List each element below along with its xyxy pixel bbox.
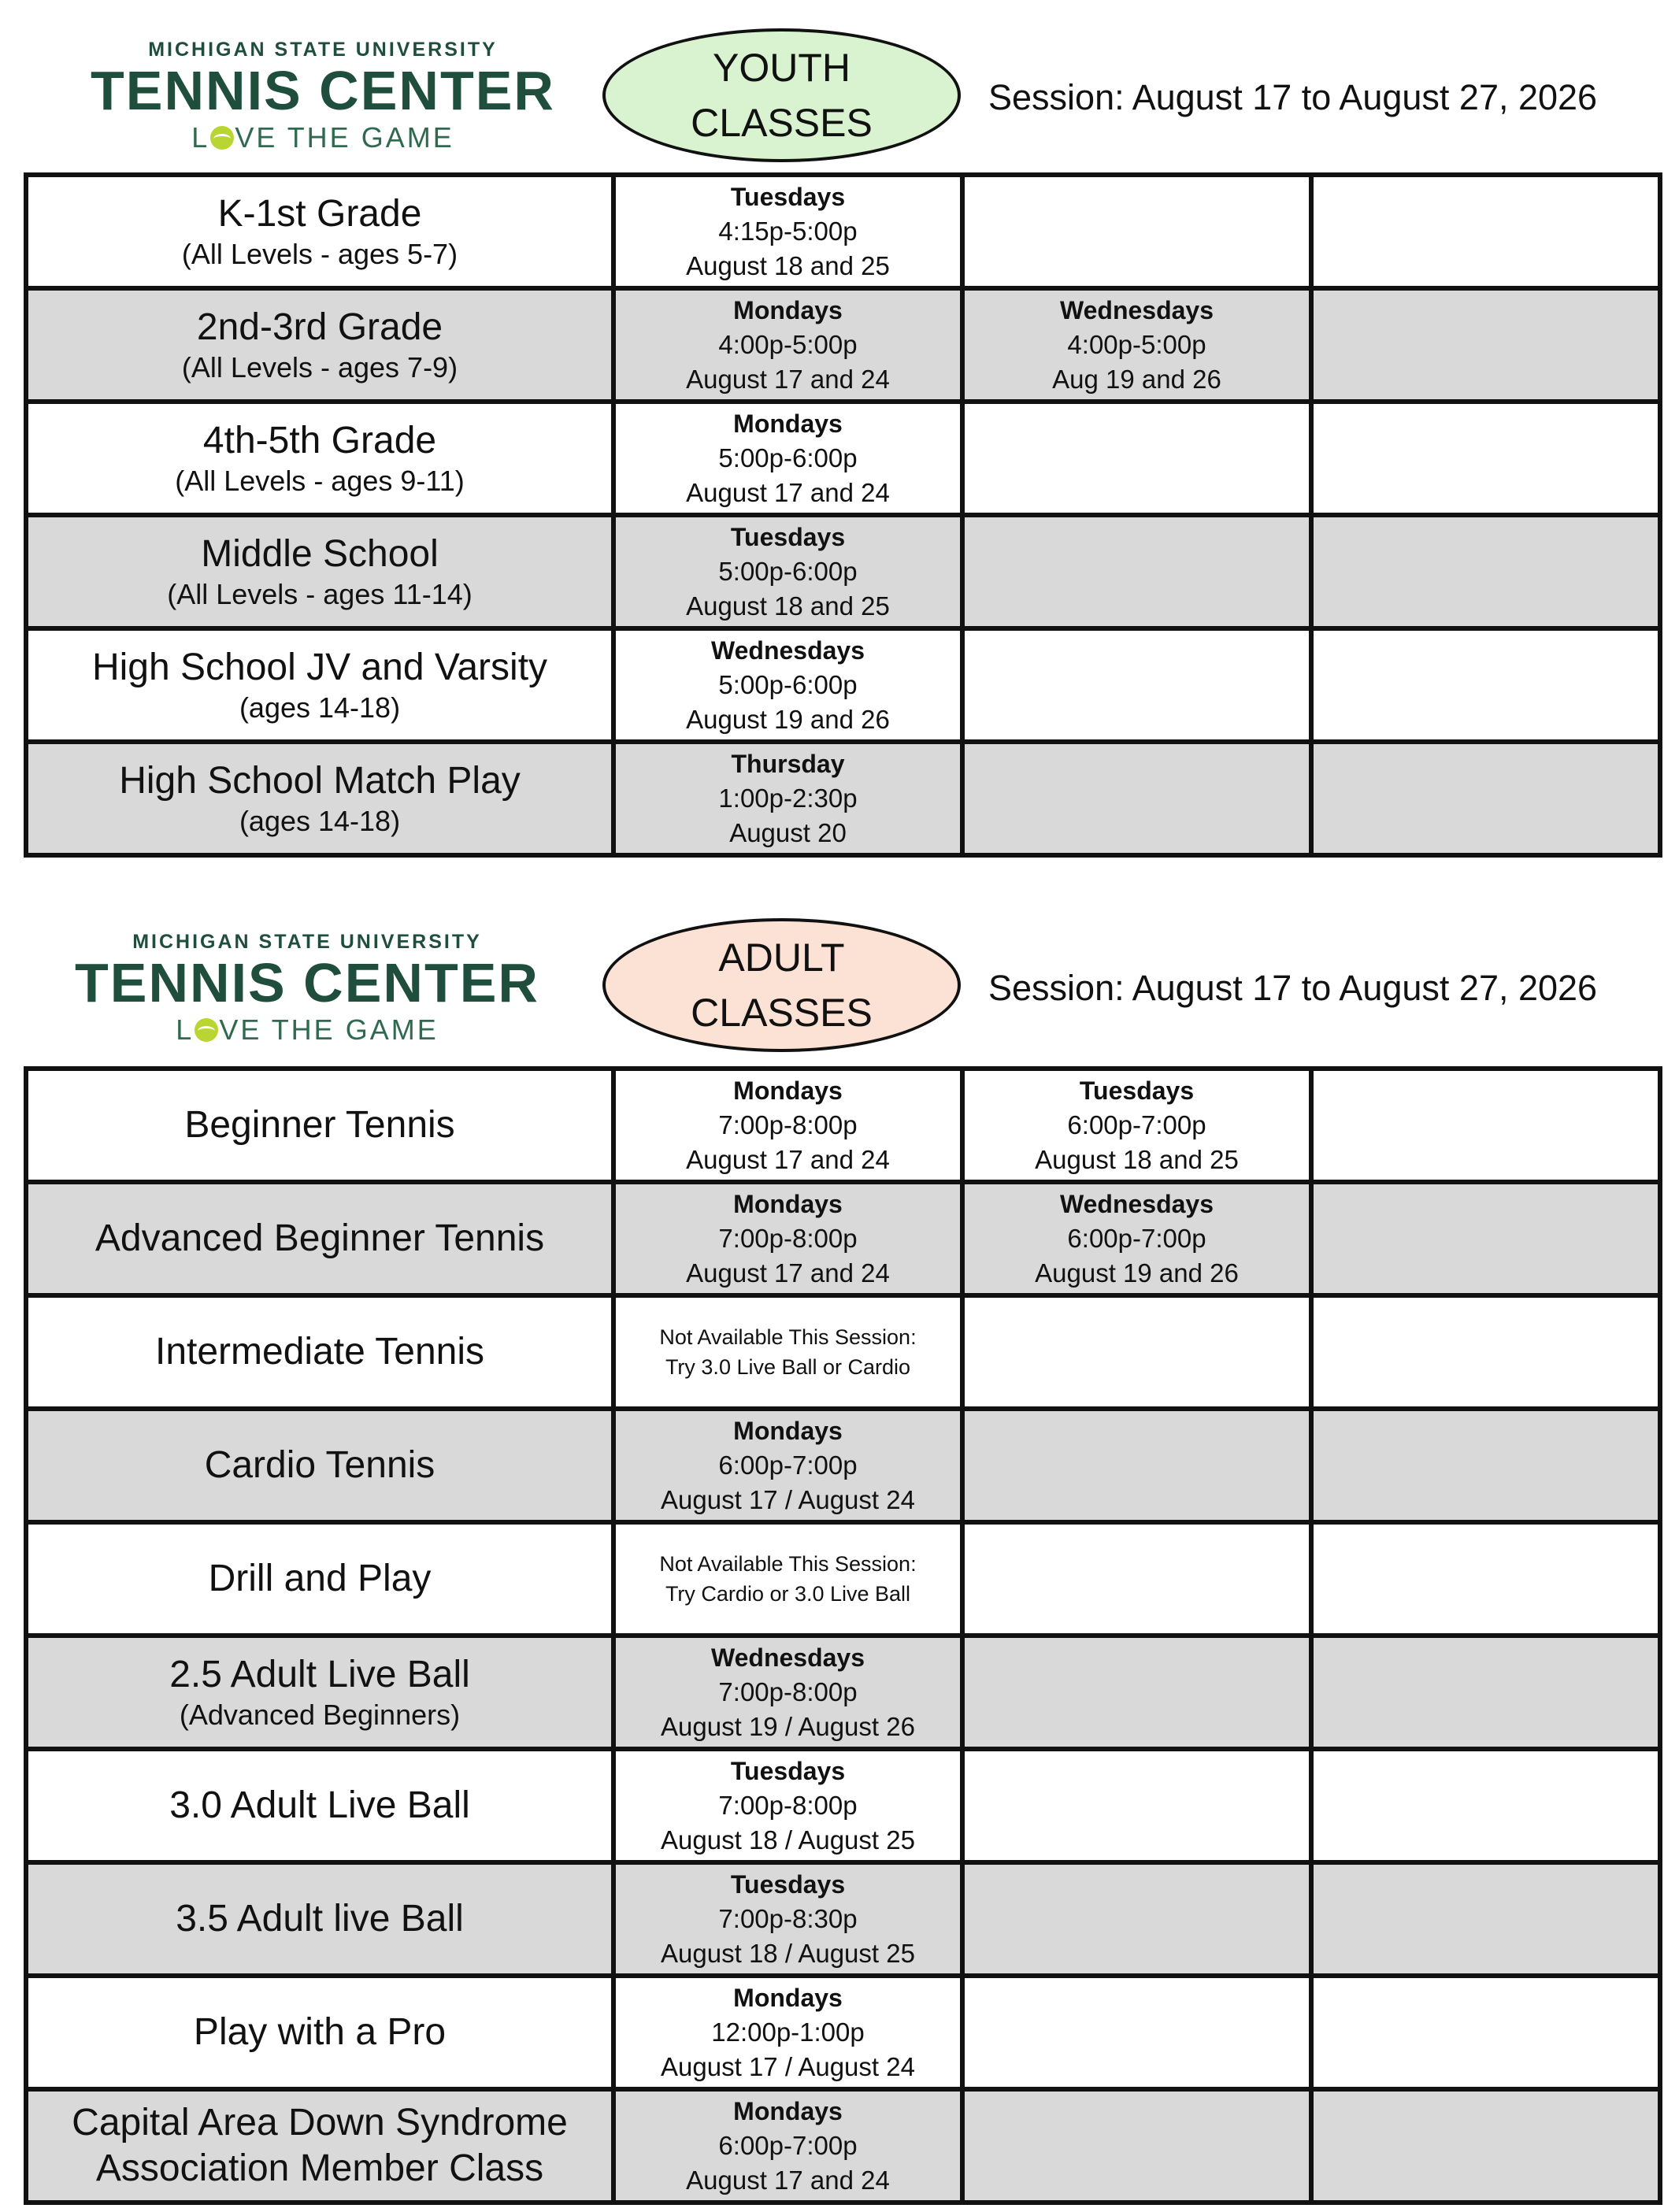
class-subtitle: Association Member Class [95, 2147, 544, 2189]
class-name: Drill and Play [208, 1558, 432, 1599]
class-time: 1:00p-2:30p [718, 784, 858, 813]
adult-schedule-table [24, 1066, 1662, 2205]
schedule-cell [962, 1636, 1311, 1749]
table-row [26, 1862, 1660, 1976]
youth-classes-oval [602, 28, 961, 162]
schedule-cell [962, 1069, 1311, 1182]
table-row [26, 2089, 1660, 2203]
class-day: Wednesdays [710, 1643, 865, 1672]
class-name-cell [26, 288, 613, 402]
schedule-cell [962, 515, 1311, 628]
tennis-center-logo [63, 930, 551, 1048]
schedule-cell [962, 628, 1311, 742]
class-day: Tuesdays [1079, 1076, 1195, 1105]
schedule-cell [613, 1295, 962, 1409]
class-time: 5:00p-6:00p [718, 443, 858, 472]
class-day: Mondays [733, 1190, 843, 1218]
class-name: 4th-5th Grade [202, 420, 437, 461]
class-name-cell [26, 402, 613, 515]
class-day: Mondays [733, 2097, 843, 2125]
class-time: 5:00p-6:00p [718, 557, 858, 586]
class-name-cell [26, 1522, 613, 1636]
class-day: Tuesdays [730, 523, 846, 551]
availability-note: Try 3.0 Live Ball or Cardio [665, 1355, 911, 1379]
class-name-cell [26, 1862, 613, 1976]
schedule-cell [613, 288, 962, 402]
class-day: Tuesdays [730, 183, 846, 211]
class-name: Advanced Beginner Tennis [95, 1217, 545, 1259]
class-name-cell [26, 1182, 613, 1295]
schedule-cell [1311, 1636, 1660, 1749]
class-dates: August 17 and 24 [686, 2166, 890, 2195]
table-row [26, 1636, 1660, 1749]
class-dates: August 17 / August 24 [661, 2052, 915, 2081]
table-row [26, 402, 1660, 515]
class-time: 6:00p-7:00p [718, 2131, 858, 2160]
class-day: Mondays [733, 409, 843, 438]
schedule-cell [1311, 2089, 1660, 2203]
class-day: Mondays [733, 1417, 843, 1445]
class-day: Wednesdays [710, 636, 865, 665]
table-row [26, 1976, 1660, 2089]
schedule-cell [962, 402, 1311, 515]
class-time: 6:00p-7:00p [1067, 1224, 1206, 1253]
table-row [26, 1295, 1660, 1409]
class-day: Mondays [733, 1076, 843, 1105]
class-time: 12:00p-1:00p [711, 2017, 865, 2047]
schedule-cell [1311, 742, 1660, 855]
class-name: Middle School [201, 533, 439, 575]
schedule-cell [962, 1862, 1311, 1976]
class-dates: August 17 and 24 [686, 1145, 890, 1174]
schedule-cell [962, 742, 1311, 855]
schedule-cell [1311, 288, 1660, 402]
schedule-cell [1311, 1749, 1660, 1862]
class-name-cell [26, 742, 613, 855]
class-name-cell [26, 1295, 613, 1409]
schedule-cell [613, 1749, 962, 1862]
availability-note: Not Available This Session: [659, 1325, 917, 1349]
class-name: Capital Area Down Syndrome [72, 2102, 568, 2143]
class-subtitle: (Advanced Beginners) [179, 1699, 461, 1731]
logo-tagline: L VE THE GAME [176, 1013, 439, 1046]
class-time: 7:00p-8:30p [718, 1904, 858, 1933]
table-row [26, 1069, 1660, 1182]
schedule-cell [1311, 1069, 1660, 1182]
class-day: Wednesdays [1059, 296, 1214, 324]
availability-note: Not Available This Session: [659, 1552, 917, 1576]
schedule-cell [962, 1182, 1311, 1295]
class-name: K-1st Grade [217, 193, 422, 235]
class-name: 2nd-3rd Grade [196, 306, 443, 348]
table-row [26, 1522, 1660, 1636]
class-subtitle: (ages 14-18) [239, 805, 401, 837]
tennis-center-logo [79, 38, 567, 156]
schedule-cell [962, 1522, 1311, 1636]
class-day: Wednesdays [1059, 1190, 1214, 1218]
class-name: Play with a Pro [193, 2011, 447, 2053]
table-row [26, 175, 1660, 288]
class-name: Beginner Tennis [184, 1104, 455, 1146]
class-dates: August 18 and 25 [686, 591, 890, 621]
class-name-cell [26, 1976, 613, 2089]
class-day: Tuesdays [730, 1757, 846, 1785]
class-name-cell [26, 2089, 613, 2203]
logo-tagline: L VE THE GAME [191, 121, 454, 154]
class-dates: August 19 and 26 [1035, 1258, 1239, 1288]
schedule-cell [613, 1069, 962, 1182]
class-name-cell [26, 1409, 613, 1522]
schedule-cell [962, 1409, 1311, 1522]
class-name: 3.5 Adult live Ball [176, 1898, 464, 1940]
class-dates: August 17 and 24 [686, 1258, 890, 1288]
adult-classes-oval [602, 918, 961, 1052]
schedule-cell [613, 742, 962, 855]
class-name-cell [26, 515, 613, 628]
class-time: 7:00p-8:00p [718, 1224, 858, 1253]
availability-note: Try Cardio or 3.0 Live Ball [665, 1582, 911, 1606]
schedule-cell [1311, 1182, 1660, 1295]
class-subtitle: (All Levels - ages 5-7) [181, 238, 458, 270]
logo-center: TENNIS CENTER [91, 60, 555, 121]
schedule-cell [962, 2089, 1311, 2203]
class-dates: August 17 and 24 [686, 478, 890, 507]
schedule-cell [962, 1749, 1311, 1862]
class-dates: August 17 and 24 [686, 365, 890, 394]
table-row [26, 515, 1660, 628]
schedule-cell [1311, 1862, 1660, 1976]
class-dates: August 18 and 25 [686, 251, 890, 280]
class-dates: August 18 and 25 [1035, 1145, 1239, 1174]
class-dates: Aug 19 and 26 [1052, 365, 1221, 394]
table-row [26, 742, 1660, 855]
class-name-cell [26, 1069, 613, 1182]
class-time: 7:00p-8:00p [718, 1791, 858, 1820]
oval-line1: YOUTH [712, 46, 851, 90]
class-name: High School Match Play [119, 760, 521, 802]
class-subtitle: (All Levels - ages 11-14) [167, 578, 473, 610]
schedule-cell [1311, 1295, 1660, 1409]
schedule-cell [613, 402, 962, 515]
session-dates: Session: August 17 to August 27, 2026 [988, 968, 1598, 1008]
class-time: 4:00p-5:00p [718, 330, 858, 359]
class-dates: August 18 / August 25 [661, 1825, 915, 1854]
schedule-cell [613, 2089, 962, 2203]
oval-line2: CLASSES [691, 991, 873, 1035]
class-name: 2.5 Adult Live Ball [169, 1654, 470, 1695]
class-dates: August 18 / August 25 [661, 1939, 915, 1968]
class-name: Intermediate Tennis [154, 1331, 485, 1373]
class-name-cell [26, 1749, 613, 1862]
schedule-cell [613, 1976, 962, 2089]
schedule-cell [1311, 1522, 1660, 1636]
class-day: Mondays [733, 1984, 843, 2012]
tennis-ball-icon [210, 126, 234, 150]
youth-schedule-table [24, 172, 1662, 858]
oval-line2: CLASSES [691, 101, 873, 145]
logo-center: TENNIS CENTER [75, 952, 539, 1013]
schedule-cell [613, 1862, 962, 1976]
schedule-cell [613, 1636, 962, 1749]
logo-university: MICHIGAN STATE UNIVERSITY [132, 931, 482, 953]
schedule-cell [613, 1409, 962, 1522]
class-dates: August 20 [729, 818, 847, 847]
class-time: 6:00p-7:00p [1067, 1110, 1206, 1139]
schedule-cell [613, 1182, 962, 1295]
oval-line1: ADULT [718, 936, 845, 980]
schedule-cell [1311, 515, 1660, 628]
class-time: 4:15p-5:00p [718, 217, 858, 246]
class-name: High School JV and Varsity [91, 647, 548, 688]
class-subtitle: (ages 14-18) [239, 691, 401, 724]
schedule-cell [1311, 1976, 1660, 2089]
schedule-cell [1311, 1409, 1660, 1522]
class-dates: August 19 and 26 [686, 705, 890, 734]
table-row [26, 628, 1660, 742]
table-row [26, 288, 1660, 402]
class-day: Tuesdays [730, 1870, 846, 1899]
schedule-cell [613, 628, 962, 742]
logo-university: MICHIGAN STATE UNIVERSITY [148, 39, 498, 61]
schedule-cell [1311, 628, 1660, 742]
schedule-cell [962, 1976, 1311, 2089]
class-dates: August 19 / August 26 [661, 1712, 915, 1741]
class-name-cell [26, 175, 613, 288]
schedule-cell [1311, 175, 1660, 288]
class-dates: August 17 / August 24 [661, 1485, 915, 1514]
session-dates: Session: August 17 to August 27, 2026 [988, 77, 1598, 117]
schedule-cell [962, 175, 1311, 288]
schedule-cell [613, 515, 962, 628]
table-row [26, 1409, 1660, 1522]
class-time: 6:00p-7:00p [718, 1451, 858, 1480]
class-day: Thursday [731, 750, 845, 778]
schedule-cell [962, 288, 1311, 402]
class-time: 4:00p-5:00p [1067, 330, 1206, 359]
class-name: Cardio Tennis [204, 1444, 435, 1486]
schedule-cell [962, 1295, 1311, 1409]
table-row [26, 1749, 1660, 1862]
class-time: 7:00p-8:00p [718, 1110, 858, 1139]
schedule-cell [613, 1522, 962, 1636]
table-row [26, 1182, 1660, 1295]
class-subtitle: (All Levels - ages 7-9) [181, 351, 458, 383]
tennis-ball-icon [195, 1018, 218, 1042]
class-name: 3.0 Adult Live Ball [169, 1784, 470, 1826]
class-name-cell [26, 1636, 613, 1749]
class-time: 7:00p-8:00p [718, 1677, 858, 1706]
schedule-cell [613, 175, 962, 288]
class-time: 5:00p-6:00p [718, 670, 858, 699]
class-name-cell [26, 628, 613, 742]
schedule-cell [1311, 402, 1660, 515]
class-subtitle: (All Levels - ages 9-11) [175, 465, 465, 497]
class-day: Mondays [733, 296, 843, 324]
